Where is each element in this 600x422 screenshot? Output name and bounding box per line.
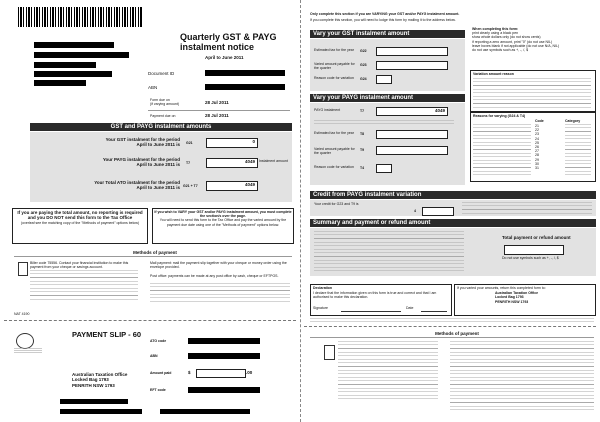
right-page — [302, 0, 600, 422]
reason-code-column — [535, 124, 555, 170]
redacted-slip-abn — [188, 353, 260, 359]
return-line2: Locked Bag 1793 — [495, 295, 524, 300]
payment-due-date: 28 Jul 2011 — [205, 113, 229, 118]
redacted-eft-code — [188, 387, 260, 393]
slip-address-line2: Locked Bag 1793 — [72, 377, 109, 383]
payg-code: T7 — [186, 161, 191, 165]
date-line[interactable] — [421, 311, 447, 312]
reason-code: 27 — [535, 149, 539, 154]
methods-of-payment-heading-right: Methods of payment — [435, 331, 479, 336]
t9-input[interactable] — [376, 146, 448, 155]
redacted-abn — [205, 84, 285, 90]
form-due-label — [150, 98, 200, 106]
amount-paid-label: Amount paid — [150, 371, 172, 375]
bpay-logo-right — [324, 345, 335, 360]
period-label: April to June 2011 — [205, 55, 244, 60]
reason-code: 24 — [535, 136, 539, 141]
post-office-instructions: Post office: payments can be made at any post office by cash, cheque or EFTPOS. — [150, 274, 279, 278]
gst-instalment-text: Your GST instalment for the period — [105, 137, 180, 142]
declaration-text: I declare that the information given on this form is true and correct and that I am authorised to make this declaration. — [313, 291, 437, 300]
g23-code: G23 — [360, 63, 367, 67]
return-address-box — [454, 284, 596, 316]
payment-slip-title: PAYMENT SLIP - 60 — [72, 330, 142, 339]
page-divider — [300, 0, 301, 422]
mail-payment-instructions: Mail payment: mail the payment slip together with your cheque or money order using the envelope provided. — [150, 261, 287, 270]
reason-code: 22 — [535, 128, 539, 133]
gst-instalment-value: 0 — [252, 139, 255, 144]
total-instalment-box — [206, 181, 258, 191]
eft-code-label: EFT code — [150, 388, 166, 392]
redacted-document-id — [205, 70, 285, 76]
crest-caption — [14, 348, 42, 354]
payg-instalment-sub: April to June 2011 is — [136, 162, 180, 168]
payg-rate-label: PAYG instalment — [314, 108, 341, 112]
total-payment-input[interactable] — [504, 245, 564, 255]
t4-input[interactable] — [376, 164, 392, 173]
form-due-subtext: (if varying amount) — [150, 102, 179, 107]
credit-label: Your credit for G23 and T9 is — [314, 202, 359, 206]
total-instalment-label — [60, 180, 180, 191]
credit-input[interactable] — [422, 207, 454, 216]
redacted-ato-code — [188, 338, 260, 344]
redacted-block — [34, 71, 112, 77]
vary-payg-header: Vary your PAYG instalment amount — [310, 94, 465, 102]
declaration-box — [310, 284, 452, 316]
signature-line[interactable] — [341, 311, 401, 312]
payg-row-label: Reason code for variation — [314, 165, 354, 169]
credit-code: 4 — [414, 209, 416, 213]
methods-fine-print — [150, 283, 290, 303]
redacted-block — [34, 42, 114, 48]
payg-instalment-extra: Instalment amount — [259, 159, 288, 163]
g24-input[interactable] — [376, 75, 392, 84]
t8-code: T8 — [360, 132, 365, 136]
gst-instalment-box — [206, 138, 258, 148]
redacted-block — [60, 409, 142, 414]
bpay-fine-print — [30, 270, 138, 300]
signature-label: Signature — [313, 306, 328, 310]
reason-code: 23 — [535, 132, 539, 137]
vary-notice — [152, 208, 294, 244]
g22-input[interactable] — [376, 47, 448, 56]
perforation-line — [4, 320, 296, 321]
gst-row-label: Varied amount payable for the quarter — [314, 62, 355, 71]
redacted-block — [160, 409, 250, 414]
notice-title-line1: Quarterly GST & PAYG — [180, 32, 277, 42]
vary-gst-header: Vary your GST instalment amount — [310, 30, 465, 38]
divider — [310, 337, 594, 338]
total-instalment-text: Your Total ATO instalment for the period — [94, 180, 180, 185]
vary-lodge-note: If you complete this section, you will need to lodge this form by mailing it to the address below. — [310, 18, 456, 22]
reason-code: 30 — [535, 161, 539, 166]
redacted-block — [34, 52, 129, 58]
notice-title-line2: instalment notice — [180, 42, 255, 52]
reason-code: 31 — [535, 166, 539, 171]
g22-code: G22 — [360, 49, 367, 53]
mail-post-fine-print-right — [450, 341, 594, 411]
credit-note — [462, 202, 592, 214]
divider — [14, 256, 292, 257]
payg-row-label: Varied amount payable for the quarter — [314, 147, 355, 156]
amount-paid-input[interactable] — [196, 369, 246, 378]
vary-notice-text: If you wish to VARY your GST and/or PAYG instalment amount, you must complete the section/s over the page. — [154, 210, 292, 219]
reason-table-rows — [473, 78, 591, 108]
g24-code: G24 — [360, 77, 367, 81]
credit-header: Credit from PAYG instalment variation — [310, 191, 596, 199]
crest-logo — [16, 333, 34, 349]
payment-refund-header: Summary and payment or refund amount — [310, 219, 596, 227]
reason-code: 21 — [535, 124, 539, 128]
payg-row-label: Estimated tax for the year — [314, 131, 354, 135]
payment-due-label: Payment due on — [150, 114, 176, 118]
reason-code-table — [470, 70, 596, 112]
reason-categories — [565, 124, 591, 178]
pay-total-text: If you are paying the total amount, no reporting is required and you DO NOT send this form to the Tax Office — [17, 210, 143, 221]
amount-cents: .00 — [246, 370, 253, 375]
payg-instalment-value: 4049 — [244, 159, 255, 164]
declaration-title: Declaration — [313, 286, 333, 290]
form-due-date: 28 Jul 2011 — [205, 100, 229, 105]
redacted-block — [60, 399, 128, 404]
return-line1: Australian Taxation Office — [495, 291, 539, 296]
instruction-item: if reporting a zero amount, print "0" (do not use NIL) — [472, 39, 553, 44]
gst-instalment-sub: April to June 2011 is — [136, 142, 180, 148]
instruction-item: print clearly using a black pen — [472, 31, 519, 36]
abn-label: ABN — [148, 85, 158, 90]
instructions-title: When completing this form: — [472, 27, 519, 31]
reason-code: 29 — [535, 157, 539, 162]
reason-table-title: Variation amount reason — [473, 72, 514, 76]
reason-category-table — [470, 112, 596, 182]
document-id-label: Document ID — [148, 71, 175, 76]
reason-code: 25 — [535, 140, 539, 145]
total-instalment-sub: April to June 2011 is — [136, 185, 180, 191]
gst-instalment-label — [60, 137, 180, 148]
payg-instalment-text: Your PAYG instalment for the period — [102, 157, 180, 162]
reason-code: 26 — [535, 145, 539, 150]
slip-address-line3: PENRITH NSW 1793 — [72, 382, 115, 388]
reason-descriptions — [473, 124, 531, 178]
footer-label: NAT 4190 — [14, 312, 30, 316]
gst-row-label: Reason code for variation — [314, 76, 354, 80]
t4-code: T4 — [360, 166, 365, 170]
date-label: Date — [406, 306, 414, 310]
form-due-text: Form due on — [150, 98, 170, 102]
instruction-item: show whole dollars only (do not show cents) — [472, 35, 541, 40]
footer-fine-print — [310, 318, 594, 323]
return-label: If you varied your amounts, return this completed form to: — [457, 286, 546, 290]
notice-title — [180, 32, 295, 52]
gst-code: G21 — [186, 141, 193, 145]
divider — [148, 110, 290, 111]
redacted-block — [34, 62, 96, 68]
gst-row-label: Estimated tax for the year — [314, 48, 354, 52]
instruction-item: do not use symbols such as +, -, /, $ — [472, 48, 529, 53]
payg-t7-value: 4049 — [434, 108, 445, 113]
instalment-amounts-header: GST and PAYG instalment amounts — [30, 123, 292, 131]
pay-total-notice — [12, 208, 148, 244]
return-line3: PENRITH NSW 1793 — [495, 299, 529, 304]
g23-input[interactable] — [376, 61, 448, 70]
bpay-fine-print-right — [338, 341, 438, 401]
t9-code: T9 — [360, 148, 365, 152]
ato-code-label: ATO code — [150, 339, 167, 343]
redacted-block — [34, 80, 86, 86]
slip-address-line1: Australian Taxation Office — [72, 372, 128, 377]
reason-category-title: Reasons for varying (G24 & T4) — [473, 114, 526, 118]
payment-refund-instructions — [314, 231, 464, 271]
reason-col-code: Code — [535, 119, 544, 123]
slip-abn-label: ABN — [150, 354, 158, 358]
methods-of-payment-heading: Methods of payment — [133, 250, 177, 255]
payg-t7-code: T7 — [360, 109, 365, 113]
bpay-instructions: Biller code 75556. Contact your financial institution to make this payment from your cheque or savings account. — [30, 261, 129, 270]
slip-address — [72, 372, 152, 388]
reason-col-category: Category — [565, 119, 581, 123]
amount-dollar-sign: $ — [188, 370, 191, 375]
payg-instalment-box — [206, 158, 258, 168]
payg-note — [314, 120, 454, 126]
total-payment-note: Do not use symbols such as +, -, /, $ — [502, 256, 559, 260]
t8-input[interactable] — [376, 130, 448, 139]
payg-instalment-label — [60, 157, 180, 168]
vary-notice-subtext: You will need to send this form to the Tax Office and pay the varied amount by the payment due date using one of the "Methods of payment" options below. — [159, 218, 287, 227]
pay-total-subtext: (overleaf see the matching copy of the "Methods of payment" options below) — [20, 220, 140, 225]
bpay-logo — [18, 262, 28, 276]
instruction-item: leave boxes blank if not applicable (do not use N/A, NIL) — [472, 43, 560, 48]
total-payment-label: Total payment or refund amount — [502, 235, 571, 240]
total-code: G21 + T7 — [183, 184, 198, 188]
payg-t7-box — [376, 107, 448, 116]
reason-code: 28 — [535, 153, 539, 158]
top-barcode — [18, 7, 143, 27]
total-instalment-value: 4049 — [244, 182, 255, 187]
vary-only-note: Only complete this section if you are VARYING your GST and/or PAYG instalment amount. — [310, 12, 460, 16]
perforation-line — [304, 326, 596, 327]
completion-instructions — [472, 27, 594, 52]
